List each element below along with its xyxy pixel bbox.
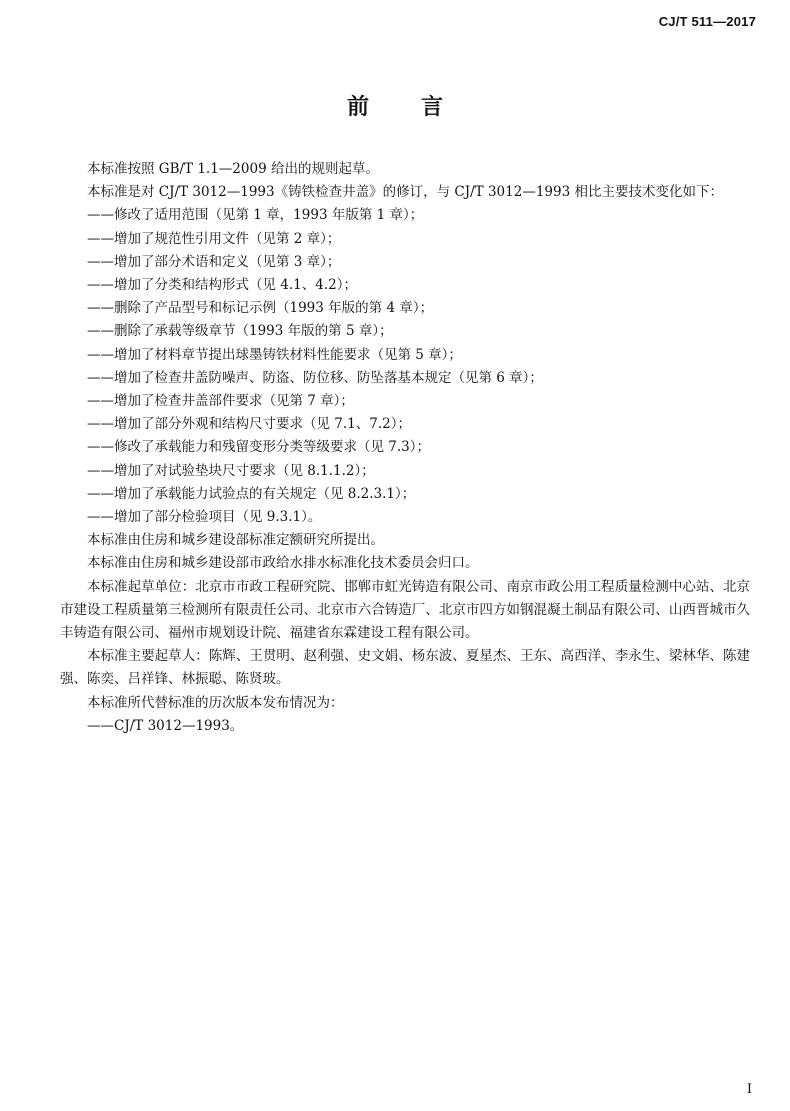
drafters-paragraph: 本标准主要起草人：陈辉、王贯明、赵利强、史文娟、杨东波、夏星杰、王东、高西洋、李永生、梁林华、陈建强、陈奕、吕祥锋、林振聪、陈贤玻。 [60, 648, 750, 688]
list-item: ——增加了对试验垫块尺寸要求（见 8.1.1.2）； [87, 462, 375, 479]
list-item: ——增加了部分外观和结构尺寸要求（见 7.1、7.2）； [87, 416, 411, 433]
drafting-rules-paragraph: 本标准按照 GB/T 1.1—2009 给出的规则起草。 [87, 161, 379, 177]
standard-code: CJ/T 511—2017 [658, 14, 756, 29]
history-intro-paragraph: 本标准所代替标准的历次版本发布情况为： [87, 694, 344, 711]
list-item: ——修改了适用范围（见第 1 章，1993 年版第 1 章）； [87, 207, 424, 224]
page-title: 前言 [346, 95, 495, 120]
list-item: ——增加了承载能力试验点的有关规定（见 8.2.3.1）； [87, 485, 416, 502]
list-item: ——增加了分类和结构形式（见 4.1、4.2）； [87, 277, 357, 294]
list-item: ——增加了检查井盖部件要求（见第 7 章）； [87, 393, 354, 410]
list-item: ——CJ/T 3012—1993。 [87, 717, 244, 734]
page-number: I [746, 1082, 752, 1097]
history-list [60, 715, 750, 738]
list-item: ——修改了承载能力和残留变形分类等级要求（见 7.3）； [87, 439, 431, 456]
list-item: ——删除了承载等级章节（1993 年版的第 5 章）； [87, 323, 393, 340]
list-item: ——增加了部分术语和定义（见第 3 章）； [87, 253, 341, 270]
committee-paragraph: 本标准由住房和城乡建设部市政给水排水标准化技术委员会归口。 [87, 555, 479, 572]
changes-list [60, 204, 750, 529]
list-item: ——增加了部分检验项目（见 9.3.1）。 [87, 509, 322, 526]
list-item: ——增加了材料章节提出球墨铸铁材料性能要求（见第 5 章）； [87, 346, 462, 363]
document-body [60, 158, 750, 738]
list-item: ——增加了检查井盖防噪声、防盗、防位移、防坠落基本规定（见第 6 章）； [87, 369, 543, 386]
revision-paragraph: 本标准是对 CJ/T 3012—1993《铸铁检查井盖》的修订，与 CJ/T 3012—1993 相比主要技术变化如下： [87, 184, 723, 201]
list-item: ——增加了规范性引用文件（见第 2 章）； [87, 230, 341, 247]
list-item: ——删除了产品型号和标记示例（1993 年版的第 4 章）； [87, 300, 434, 317]
proposer-paragraph: 本标准由住房和城乡建设部标准定额研究所提出。 [87, 532, 384, 549]
drafting-units-paragraph: 本标准起草单位：北京市市政工程研究院、邯郸市虹光铸造有限公司、南京市政公用工程质量检测中心站、北京市建设工程质量第三检测所有限责任公司、北京市六合铸造厂、北京市四方如钢混凝土制品有限公司、山西晋城市久丰铸造有限公司、福州市规划设计院、福建省东霖建设工程有限公司。 [60, 578, 750, 642]
